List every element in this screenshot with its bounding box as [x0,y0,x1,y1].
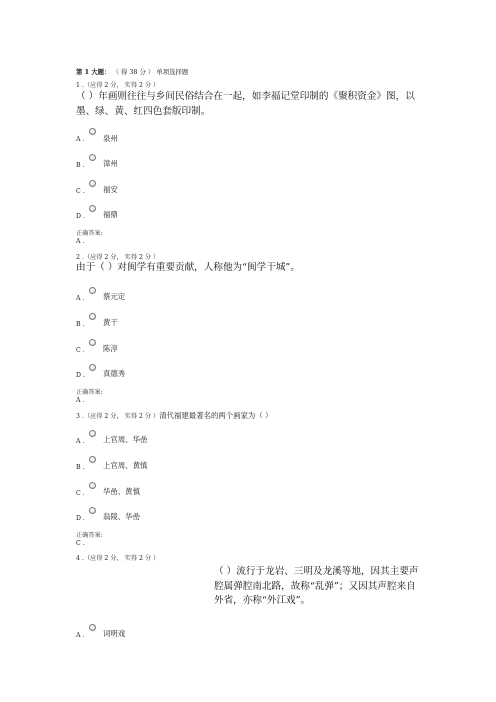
q3-option-a-text: 上官周、华嵒 [103,435,148,444]
q3-option-c-radio[interactable] [89,482,96,489]
q3-option-d-text: 翁陵、华嵒 [103,512,140,521]
q1-answer-value: A . [76,238,85,245]
section-header [76,67,188,76]
q1-answer-label: 正确答案: [76,230,103,237]
q3-answer-label: 正确答案: [76,532,103,539]
q2-option-d-text: 真德秀 [103,369,126,378]
q1-option-a-letter: A . [76,136,85,143]
q2-option-d-letter: D . [76,372,85,379]
q2-option-a-radio[interactable] [89,287,96,294]
q3-option-b-radio[interactable] [89,456,96,463]
question-4-text: （ ）流行于龙岩、三明及龙溪等地，因其主要声腔属弹腔南北路，故称“乱弹”；又因其声腔来自外省，亦称“外江戏”。 [214,566,419,606]
q3-option-b-text: 上官周、黄慎 [103,461,148,470]
question-3-meta-text: 3 .（应得 2 分， 实得 2 分 ） [76,413,160,420]
q2-option-c-letter: C . [76,347,85,354]
section-detail: （ 得 38 分 ） 单项选择题 [112,68,189,76]
q4-option-a-radio[interactable] [89,624,96,631]
q4-option-a-text: 词明戏 [103,629,126,638]
q2-option-b-text: 黄干 [103,318,118,327]
q3-option-c-text: 华嵒、黄慎 [103,487,140,496]
q3-answer-value: C . [76,540,85,547]
question-3-text: 清代福建最著名的两个画家为（ ） [159,411,273,420]
section-title: 第 1 大题： [76,68,111,76]
q3-option-a-radio[interactable] [89,430,96,437]
q2-option-c-text: 陈淳 [103,344,118,353]
question-2-meta: 2 .（应得 2 分， 实得 2 分 ） [76,254,160,261]
q1-option-c-radio[interactable] [89,180,96,187]
q1-option-a-radio[interactable] [89,128,96,135]
q2-option-c-radio[interactable] [89,339,96,346]
q1-option-c-letter: C . [76,188,85,195]
q1-option-b-radio[interactable] [89,154,96,161]
q2-option-b-letter: B . [76,321,85,328]
q1-option-d-letter: D . [76,213,85,220]
question-3-meta [76,410,272,421]
question-2-text: 由于（ ）对闽学有重要贡献，人称他为“闽学干城”。 [76,262,300,273]
q2-option-a-text: 蔡元定 [103,292,126,301]
q3-option-a-letter: A . [76,438,85,445]
q1-option-d-text: 福鼎 [103,210,118,219]
q2-option-d-radio[interactable] [89,364,96,371]
q3-option-d-letter: D . [76,515,85,522]
q1-option-d-radio[interactable] [89,205,96,212]
q1-option-c-text: 福安 [103,185,118,194]
q3-option-c-letter: C . [76,490,85,497]
q2-option-a-letter: A . [76,295,85,302]
q2-answer-label: 正确答案: [76,389,103,396]
q1-option-b-letter: B . [76,162,85,169]
q4-option-a-letter: A . [76,632,85,639]
question-4-meta: 4 .（应得 2 分， 实得 2 分 ） [76,555,160,562]
q2-answer-value: A . [76,397,85,404]
q1-option-a-text: 泉州 [103,134,118,143]
q3-option-d-radio[interactable] [89,507,96,514]
question-1-meta: 1 .（应得 2 分， 实得 2 分 ） [76,82,160,89]
q2-option-b-radio[interactable] [89,313,96,320]
question-1-text: （ ）年画则往往与乡间民俗结合在一起，如李福记堂印制的《聚积资金》图，以墨、绿、黄、红四色套版印制。 [76,91,415,117]
q1-option-b-text: 漳州 [103,159,118,168]
q3-option-b-letter: B . [76,464,85,471]
